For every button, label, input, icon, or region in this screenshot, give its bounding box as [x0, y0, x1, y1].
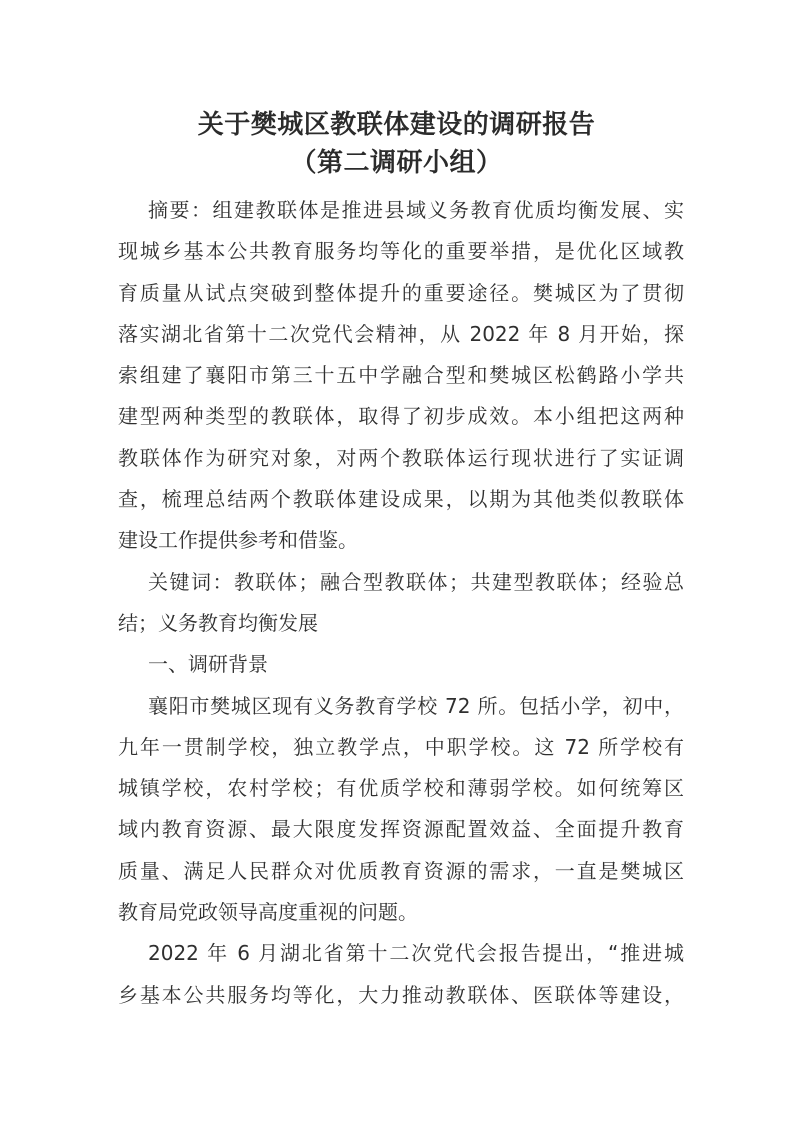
document-subtitle: （第二调研小组） [290, 148, 503, 178]
document-title: 关于樊城区教联体建设的调研报告 [197, 110, 596, 140]
document-body [118, 190, 684, 1016]
abstract-line: 查，梳理总结两个教联体建设成果，以期为其他类似教联体 [118, 487, 684, 512]
paragraph-line: 九年一贯制学校，独立教学点，中职学校。这 72 所学校有 [118, 734, 684, 759]
paragraph-line: 2022 年 6 月湖北省第十二次党代会报告提出，“推进城 [148, 941, 684, 966]
keywords-line: 结；义务教育均衡发展 [118, 610, 318, 635]
abstract-line: 育质量从试点突破到整体提升的重要途径。樊城区为了贯彻 [118, 280, 684, 305]
abstract-line: 教联体作为研究对象，对两个教联体运行现状进行了实证调 [118, 445, 684, 470]
paragraph-line: 城镇学校，农村学校；有优质学校和薄弱学校。如何统筹区 [118, 776, 684, 801]
paragraph-line: 乡基本公共服务均等化，大力推动教联体、医联体等建设， [118, 982, 684, 1007]
paragraph-line: 教育局党政领导高度重视的问题。 [118, 900, 418, 925]
paragraph-line: 襄阳市樊城区现有义务教育学校 72 所。包括小学，初中， [148, 693, 684, 718]
abstract-line: 现城乡基本公共教育服务均等化的重要举措，是优化区域教 [118, 239, 684, 264]
keywords-line: 关键词：教联体；融合型教联体；共建型教联体；经验总 [148, 569, 684, 594]
abstract-line: 摘要：组建教联体是推进县域义务教育优质均衡发展、实 [148, 198, 684, 222]
abstract-line: 索组建了襄阳市第三十五中学融合型和樊城区松鹤路小学共 [118, 363, 684, 388]
paragraph-line: 质量、满足人民群众对优质教育资源的需求，一直是樊城区 [118, 858, 684, 883]
paragraph-line: 域内教育资源、最大限度发挥资源配置效益、全面提升教育 [118, 817, 684, 842]
abstract-line: 建型两种类型的教联体，取得了初步成效。本小组把这两种 [118, 404, 684, 429]
section-heading: 一、调研背景 [148, 652, 268, 677]
abstract-line: 建设工作提供参考和借鉴。 [118, 528, 358, 553]
abstract-line: 落实湖北省第十二次党代会精神，从 2022 年 8 月开始，探 [118, 321, 684, 346]
